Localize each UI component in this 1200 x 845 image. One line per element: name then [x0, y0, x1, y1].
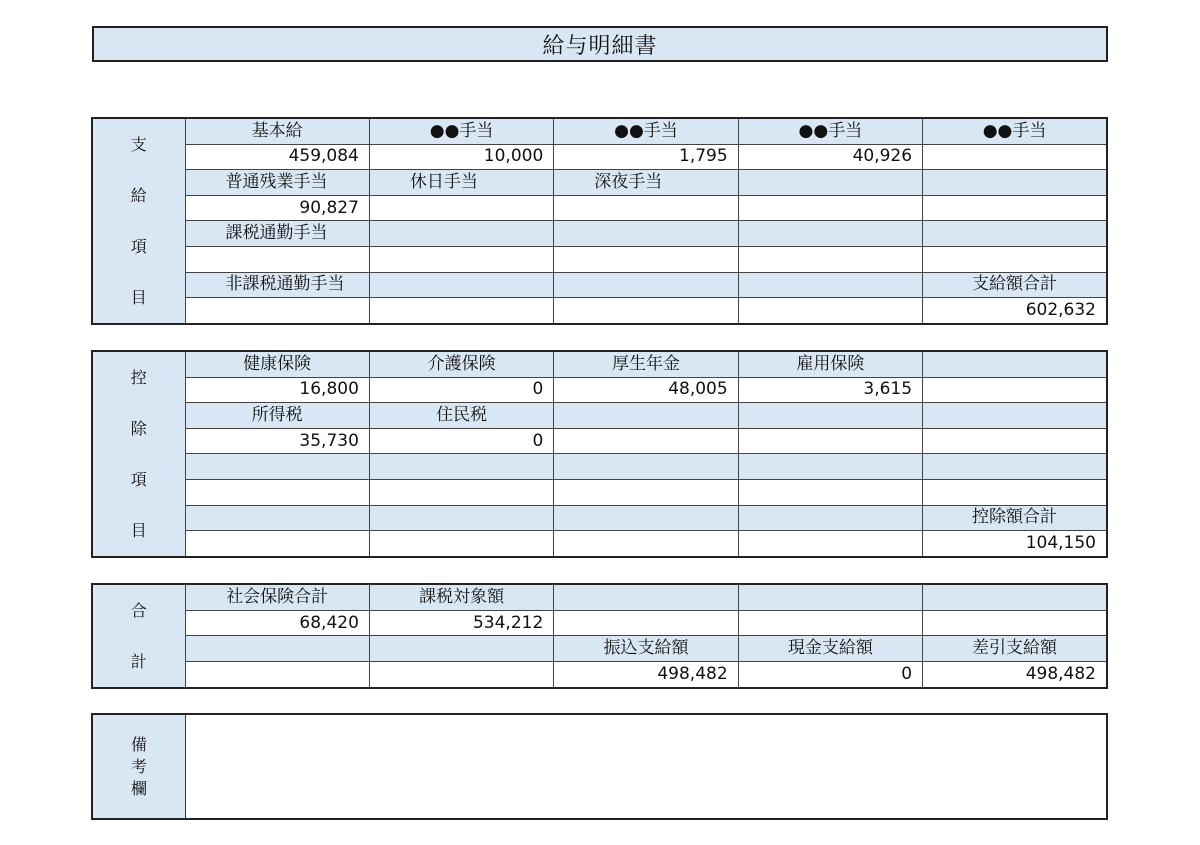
deductions-side-char: 項: [130, 469, 147, 489]
deductions-value-row: [92, 480, 1107, 506]
field-value[interactable]: [923, 377, 1107, 403]
totals-side-char: 計: [130, 651, 147, 671]
field-label: [923, 454, 1107, 480]
field-label: [554, 403, 738, 429]
field-label: 非課税通勤手当: [185, 272, 369, 298]
deductions-side-label: [92, 351, 185, 557]
deductions-side-char: 除: [130, 418, 147, 438]
field-label: [185, 636, 369, 662]
deductions-section: [91, 350, 1108, 558]
field-label: 介護保険: [369, 351, 553, 377]
totals-side-char: 合: [130, 600, 147, 620]
field-value[interactable]: 104,150: [923, 531, 1107, 557]
field-value[interactable]: 602,632: [923, 298, 1107, 324]
totals-label-row: [92, 636, 1107, 662]
field-label: ●●手当: [554, 118, 738, 144]
field-label: [369, 221, 553, 247]
field-value[interactable]: [185, 531, 369, 557]
field-label: [554, 272, 738, 298]
remarks-content[interactable]: [186, 715, 1106, 818]
payments-value-row: [92, 144, 1107, 170]
field-value[interactable]: [554, 247, 738, 273]
field-label: [923, 403, 1107, 429]
field-value[interactable]: [185, 662, 369, 688]
payments-side-char: 目: [130, 287, 147, 307]
field-label: [738, 584, 922, 610]
deductions-label-row: [92, 505, 1107, 531]
field-value[interactable]: [738, 298, 922, 324]
field-value[interactable]: [369, 298, 553, 324]
deductions-label-row: [92, 351, 1107, 377]
field-value[interactable]: 498,482: [923, 662, 1107, 688]
payments-side-label: [92, 118, 185, 324]
field-label: 社会保険合計: [185, 584, 369, 610]
totals-value-row: [92, 662, 1107, 688]
field-value[interactable]: 498,482: [554, 662, 738, 688]
field-label: 控除額合計: [923, 505, 1107, 531]
field-label: [554, 505, 738, 531]
field-value[interactable]: [185, 480, 369, 506]
field-label: 所得税: [185, 403, 369, 429]
field-label: [369, 454, 553, 480]
payments-label-row: [92, 221, 1107, 247]
field-label: [369, 272, 553, 298]
field-value[interactable]: 40,926: [738, 144, 922, 170]
remarks-side-char: 備: [130, 734, 147, 754]
field-label: 課税対象額: [369, 584, 553, 610]
field-value[interactable]: [554, 195, 738, 221]
field-label: 休日手当: [369, 170, 553, 196]
field-value[interactable]: 10,000: [369, 144, 553, 170]
field-value[interactable]: 0: [369, 377, 553, 403]
field-value[interactable]: [369, 531, 553, 557]
field-value[interactable]: [369, 662, 553, 688]
field-label: 厚生年金: [554, 351, 738, 377]
field-label: 健康保険: [185, 351, 369, 377]
field-value[interactable]: 0: [738, 662, 922, 688]
totals-side-label: [92, 584, 185, 688]
remarks-section: [91, 713, 1108, 820]
field-label: 課税通勤手当: [185, 221, 369, 247]
field-label: [738, 170, 922, 196]
payments-label-row: [92, 170, 1107, 196]
deductions-side-char: 目: [130, 520, 147, 540]
field-value[interactable]: [923, 195, 1107, 221]
field-label: [185, 454, 369, 480]
field-value[interactable]: [369, 480, 553, 506]
field-value[interactable]: 3,615: [738, 377, 922, 403]
field-label: [369, 636, 553, 662]
field-value[interactable]: [738, 428, 922, 454]
remarks-side-char: 考: [130, 756, 147, 776]
field-label: [369, 505, 553, 531]
payments-value-row: [92, 247, 1107, 273]
payments-side-char: 給: [130, 185, 147, 205]
field-label: 雇用保険: [738, 351, 922, 377]
deductions-value-row: [92, 377, 1107, 403]
totals-label-row: [92, 584, 1107, 610]
field-value[interactable]: [923, 480, 1107, 506]
field-label: 現金支給額: [738, 636, 922, 662]
field-value[interactable]: [923, 247, 1107, 273]
field-value[interactable]: [923, 144, 1107, 170]
field-value[interactable]: [738, 610, 922, 636]
field-value[interactable]: [185, 247, 369, 273]
field-label: ●●手当: [923, 118, 1107, 144]
field-value[interactable]: [738, 247, 922, 273]
field-value[interactable]: [923, 428, 1107, 454]
field-value[interactable]: 48,005: [554, 377, 738, 403]
field-label: ●●手当: [369, 118, 553, 144]
payments-value-row: [92, 298, 1107, 324]
payments-label-row: [92, 272, 1107, 298]
field-label: [923, 584, 1107, 610]
payments-side-char: 支: [130, 134, 147, 154]
field-label: [554, 221, 738, 247]
field-label: [738, 221, 922, 247]
field-label: 差引支給額: [923, 636, 1107, 662]
field-value[interactable]: 1,795: [554, 144, 738, 170]
field-value[interactable]: [554, 298, 738, 324]
payments-label-row: [92, 118, 1107, 144]
field-label: [738, 454, 922, 480]
field-value[interactable]: 459,084: [185, 144, 369, 170]
field-label: [738, 403, 922, 429]
field-label: 住民税: [369, 403, 553, 429]
totals-value-row: [92, 610, 1107, 636]
deductions-label-row: [92, 454, 1107, 480]
field-label: [554, 584, 738, 610]
document-title: 給与明細書: [92, 26, 1108, 62]
field-label: ●●手当: [738, 118, 922, 144]
field-label: [923, 351, 1107, 377]
field-value[interactable]: [738, 531, 922, 557]
deductions-side-char: 控: [130, 367, 147, 387]
payments-value-row: [92, 195, 1107, 221]
field-label: [554, 454, 738, 480]
field-value[interactable]: [554, 428, 738, 454]
field-value[interactable]: [554, 531, 738, 557]
field-label: 振込支給額: [554, 636, 738, 662]
field-label: [923, 221, 1107, 247]
payments-section: [91, 117, 1108, 325]
field-value[interactable]: [738, 480, 922, 506]
field-value[interactable]: 68,420: [185, 610, 369, 636]
deductions-value-row: [92, 531, 1107, 557]
field-label: 深夜手当: [554, 170, 738, 196]
payments-side-char: 項: [130, 236, 147, 256]
field-label: 基本給: [185, 118, 369, 144]
field-value[interactable]: 0: [369, 428, 553, 454]
field-label: [738, 505, 922, 531]
field-value[interactable]: [369, 247, 553, 273]
field-value[interactable]: [554, 610, 738, 636]
field-label: [738, 272, 922, 298]
field-label: [923, 170, 1107, 196]
deductions-label-row: [92, 403, 1107, 429]
remarks-side-char: 欄: [130, 778, 147, 798]
field-value[interactable]: 16,800: [185, 377, 369, 403]
remarks-side-label: [93, 715, 186, 818]
field-label: [185, 505, 369, 531]
field-value[interactable]: [369, 195, 553, 221]
field-value[interactable]: [185, 298, 369, 324]
field-value[interactable]: [554, 480, 738, 506]
field-label: 支給額合計: [923, 272, 1107, 298]
field-value[interactable]: [738, 195, 922, 221]
field-label: 普通残業手当: [185, 170, 369, 196]
deductions-value-row: [92, 428, 1107, 454]
totals-section: [91, 583, 1108, 689]
field-value[interactable]: [923, 610, 1107, 636]
field-value[interactable]: 90,827: [185, 195, 369, 221]
field-value[interactable]: 35,730: [185, 428, 369, 454]
field-value[interactable]: 534,212: [369, 610, 553, 636]
